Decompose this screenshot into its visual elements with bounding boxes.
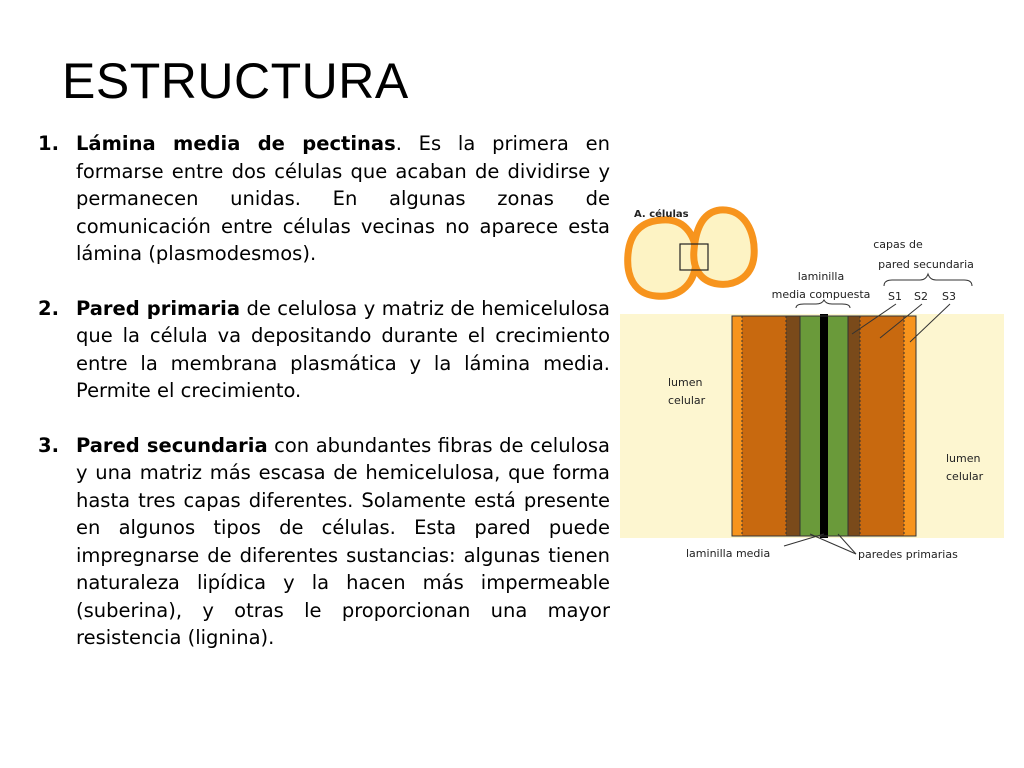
- list-item-number: 3.: [38, 433, 59, 457]
- middle-lamella: [820, 314, 828, 538]
- list-item-term: Lámina media de pectinas: [76, 132, 396, 155]
- list-item-term: Pared primaria: [76, 296, 240, 320]
- list-item-description: con abundantes fibras de celulosa y una matriz más escasa de hemicelulosa, que forma hasta tres capas diferentes. Solamente está presente en algunos tipos de células. Esta pared puede impregnarse de diferentes sustancias: algunas tienen naturaleza lipídica y la hacen más impermeable (suberina), y otras le proporcionan una mayor resistencia (lignina).: [76, 433, 611, 649]
- left-cell: [628, 220, 697, 296]
- middle-lamella-label: laminilla media: [686, 547, 771, 560]
- list-item-number: 1.: [38, 132, 59, 155]
- lumen-left-label-2: celular: [668, 394, 706, 407]
- dividing-cells-illustration: [628, 210, 755, 296]
- list-item: [38, 432, 610, 652]
- s3-right-layer: [904, 316, 916, 536]
- primary-wall-right: [828, 316, 848, 536]
- list-item-text: [76, 130, 610, 268]
- list-item-description: . Es la primera en formarse entre dos células que acaban de dividirse y permanecen unidas. En algunas zonas de comunicación entre células vecinas no aparece esta lámina (plasmodesmos).: [76, 132, 611, 265]
- compound-lamella-label-2: media compuesta: [771, 288, 871, 301]
- s2-right-layer: [860, 316, 904, 536]
- secondary-layers-label-2: pared secundaria: [878, 258, 974, 271]
- s3-left-layer: [732, 316, 742, 536]
- layers-brace: [884, 274, 972, 286]
- s2-left-layer: [742, 316, 786, 536]
- secondary-layers-label: capas de: [873, 238, 923, 251]
- s3-label: S3: [942, 290, 956, 303]
- s1-label: S1: [888, 290, 902, 303]
- primary-wall-left: [800, 316, 820, 536]
- lumen-right-label: lumen: [946, 452, 981, 465]
- cells-label: A. células: [634, 209, 689, 220]
- list-item: [38, 130, 610, 268]
- s1-left-layer: [786, 316, 800, 536]
- right-cell: [694, 210, 754, 284]
- s1-right-layer: [848, 316, 860, 536]
- compound-brace: [796, 300, 850, 308]
- list-item-text: [76, 432, 610, 652]
- lumen-left-label: lumen: [668, 376, 703, 389]
- structure-list: [38, 130, 610, 679]
- cell-wall-diagram: [620, 196, 1004, 576]
- lumen-right-label-2: celular: [946, 470, 984, 483]
- compound-lamella-label: laminilla: [797, 270, 845, 283]
- list-item-number: 2.: [38, 296, 59, 320]
- list-item-text: [76, 295, 610, 405]
- slide-title: ESTRUCTURA: [62, 53, 409, 109]
- list-item: [38, 295, 610, 405]
- wall-layers: [732, 314, 916, 538]
- s2-label: S2: [914, 290, 928, 303]
- primary-walls-label: paredes primarias: [858, 548, 958, 561]
- list-item-term: Pared secundaria: [76, 433, 268, 457]
- list-item-description: de celulosa y matriz de hemicelulosa que la célula va depositando durante el crecimiento entre la membrana plasmática y la lámina media. Permite el crecimiento.: [76, 296, 610, 402]
